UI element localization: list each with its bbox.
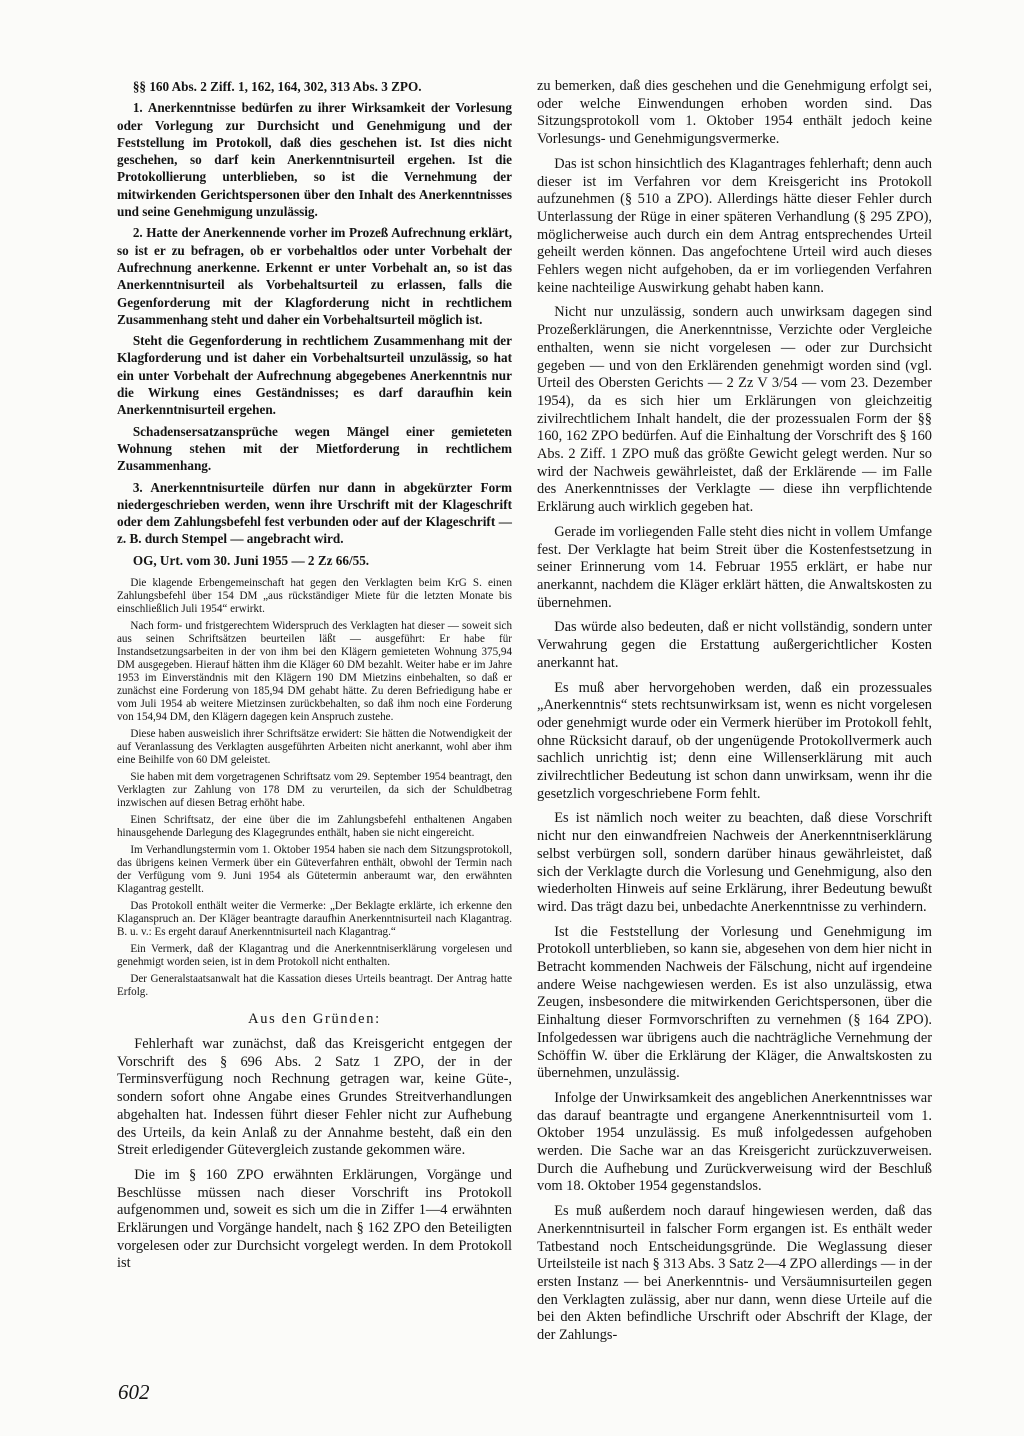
facts-paragraph: Im Verhandlungstermin vom 1. Oktober 1954 haben sie nach dem Sitzungsprotokoll, das übrigens keinen Vermerk über ein Güteverfahren enthält, obwohl der Termin nach der Verfügung vom 9. Juni 1954 als Gütetermin anberaumt war, den erwähnten Klagantrag gestellt.	[117, 844, 512, 896]
reasons-paragraph: Die im § 160 ZPO erwähnten Erklärungen, Vorgänge und Beschlüsse müssen nach dieser Vorschrift ins Protokoll aufgenommen und, soweit es sich um die in Ziffer 1—4 erwähnten Erklärungen und Vorgänge handelt, nach § 162 ZPO den Beteiligten vorgelesen oder zur Durchsicht vorgelegt werden. In dem Protokoll ist	[117, 1166, 512, 1272]
facts-paragraph: Diese haben ausweislich ihrer Schriftsätze erwidert: Sie hätten die Notwendigkeit der auf Veranlassung des Verklagten ausgeführten Arbeiten nicht anerkannt, wohl aber ihm eine Beihilfe von 60 DM geleistet.	[117, 728, 512, 767]
headnote-point: Schadensersatzansprüche wegen Mängel einer gemieteten Wohnung stehen mit der Mietforderung in rechtlichem Zusammenhang.	[117, 423, 512, 474]
page-number: 602	[118, 1380, 150, 1404]
facts-paragraph: Ein Vermerk, daß der Klagantrag und die Anerkenntniserklärung vorgelesen und genehmigt worden seien, ist in dem Protokoll nicht enthalten.	[117, 943, 512, 969]
decision-reference: OG, Urt. vom 30. Juni 1955 — 2 Zz 66/55.	[132, 552, 370, 568]
reasons-paragraph: Ist die Feststellung der Vorlesung und Genehmigung im Protokoll unterblieben, so kann sie, abgesehen von dem hier nicht in Betracht kommenden Nachweis der Fälschung, nicht auf irgendeine andere Weise nachgewiesen werden. Es ist also unzulässig, etwa Zeugen, insbesondere die mitwirkenden Gerichtspersonen, über die Einhaltung dieser Formvorschriften zu vernehmen (§ 164 ZPO). Infolgedessen war übrigens auch die nachträgliche Vernehmung der Schöffin W. über die Erklärung der Kläger, die Anwaltskosten zu übernehmen, unzulässig.	[537, 923, 932, 1082]
reasons-paragraph: Fehlerhaft war zunächst, daß das Kreisgericht entgegen der Vorschrift des § 696 Abs. 2 Satz 1 ZPO, der in der Terminsverfügung noch Rechnung getragen war, keine Güte-, sondern sofort ohne Angabe eines Grundes Streitverhandlungen abgehalten hat. Indessen führt dieser Fehler nicht zur Aufhebung des Urteils, da kein Anlaß zu der Annahme besteht, daß ein den Streit erledigender Gütevergleich zustande gekommen wäre.	[117, 1036, 512, 1159]
reasons-paragraph: Das ist schon hinsichtlich des Klagantrages fehlerhaft; denn auch dieser ist im Verfahren vor dem Kreisgericht ins Protokoll aufzunehmen (§ 510 a ZPO). Allerdings hätte dieser Fehler durch Unterlassung der Rüge in einer späteren Verhandlung (§ 295 ZPO), möglicherweise auch durch ein dem Antrag entsprechendes Urteil geheilt werden können. Das angefochtene Urteil wird auch dieses Fehlers wegen nicht aufgehoben, da er im vorliegenden Verfahren keine nachteilige Auswirkung gehabt haben kann.	[537, 155, 932, 296]
reasons-paragraph: Nicht nur unzulässig, sondern auch unwirksam dagegen sind Prozeßerklärungen, die Anerkenntnisse, Verzichte oder Vergleiche enthalten, wenn sie nicht vorgelesen — oder zur Durchsicht gegeben — und von den Erklärenden genehmigt worden sind (vgl. Urteil des Obersten Gerichts — 2 Zz V 3/54 — vom 23. Dezember 1954), da es sich hier um Erklärungen von gleichzeitig zivilrechtlichem Inhalt handelt, die der prozessualen Form der §§ 160, 162 ZPO bedürfen. Auf die Einhaltung der Vorschrift des § 160 Abs. 2 Ziff. 1 ZPO muß das größte Gewicht gelegt werden. Nur so wird der Nachweis gewährleistet, daß der Erklärende — im Falle des Anerkenntnisses der Verklagte — diese ihn verpflichtende Erklärung auch wirklich gegeben hat.	[537, 304, 932, 516]
reasons-paragraph: zu bemerken, daß dies geschehen und die Genehmigung erfolgt sei, oder welche Einwendungen erhoben worden sind. Das Sitzungsprotokoll vom 1. Oktober 1954 enthält jedoch keine Vorlesungs- und Genehmigungsvermerke.	[537, 78, 932, 148]
reasons-paragraph: Es muß außerdem noch darauf hingewiesen werden, daß das Anerkenntnisurteil in falscher Form ergangen ist. Es enthält weder Tatbestand noch Entscheidungsgründe. Die Weglassung dieser Urteilsteile ist nach § 313 Abs. 3 Satz 2—4 ZPO allerdings — in der ersten Instanz — bei Anerkenntnis- und Versäumnisurteilen gegen den Verklagten zulässig, aber nur dann, wenn diese Urteile auf die bei den Akten befindliche Urschrift oder Abschrift der Klage, der der Zahlungs-	[537, 1203, 932, 1344]
headnote-point: Steht die Gegenforderung in rechtlichem Zusammenhang mit der Klagforderung und ist daher ein Vorbehaltsurteil unzulässig, so hat ein unter Vorbehalt der Aufrechnung abgegebenes Anerkenntnis nur die Wirkung eines Geständnisses; es darf daraufhin kein Anerkenntnisurteil ergehen.	[117, 333, 512, 418]
headnote-point: 3. Anerkenntnisurteile dürfen nur dann in abgekürzter Form niedergeschrieben werden, wenn ihre Urschrift mit der Klageschrift oder dem Zahlungsbefehl fest verbunden oder auf der Klageschrift — z. B. durch Stempel — angebracht wird.	[117, 479, 512, 547]
facts-paragraph: Nach form- und fristgerechtem Widerspruch des Verklagten hat dieser — soweit sich aus seinen Schriftsätzen beurteilen läßt — ausgeführt: Er habe für Instandsetzungsarbeiten in der von ihm bei den Klägern gemieteten Wohnung 375,94 DM ausgegeben. Hierauf hätten ihm die Kläger 60 DM bezahlt. Weiter habe er im Jahre 1953 im Einverständnis mit den Klägern 190 DM Mietzins einbehalten, so daß er zunächst eine Forderung von 185,94 DM gehabt hätte. Zu deren Befriedigung habe er vom Juli 1954 ab weitere Mietzinsen zurückbehalten, so daß ihm noch eine Forderung von 154,94 DM, den Klägern dagegen kein Anspruch zustehe.	[117, 620, 512, 724]
facts-paragraph: Sie haben mit dem vorgetragenen Schriftsatz vom 29. September 1954 beantragt, den Verklagten zur Zahlung von 178 DM zu verurteilen, da sich der Schuldbetrag inzwischen auf diesen Betrag erhöht habe.	[117, 771, 512, 810]
facts-paragraph: Das Protokoll enthält weiter die Vermerke: „Der Beklagte erklärte, ich erkenne den Klaganspruch an. Der Kläger beantragte daraufhin Anerkenntnisurteil nach Klagantrag. B. u. v.: Es ergeht darauf Anerkenntnisurteil nach Klagantrag.“	[117, 900, 512, 939]
left-column	[117, 78, 512, 1280]
headnote-citation: §§ 160 Abs. 2 Ziff. 1, 162, 164, 302, 313 Abs. 3 ZPO.	[132, 79, 422, 94]
headnote-point: 2. Hatte der Anerkennende vorher im Prozeß Aufrechnung erklärt, so ist er zu befragen, ob er vorbehaltlos oder unter Vorbehalt der Aufrechnung anerkenne. Erkennt er unter Vorbehalt an, so ist das Anerkenntnisurteil als Vorbehaltsurteil zu erlassen, falls die Gegenforderung mit der Klagforderung nicht in rechtlichem Zusammenhang steht und daher ein Vorbehaltsurteil möglich ist.	[117, 225, 512, 327]
reasons-heading: Aus den Gründen:	[248, 1011, 381, 1028]
reasons-paragraph: Das würde also bedeuten, daß er nicht vollständig, sondern unter Verwahrung gegen die Erstattung außergerichtlicher Kosten anerkannt hat.	[537, 619, 932, 671]
reasons-paragraph: Infolge der Unwirksamkeit des angeblichen Anerkenntnisses war das darauf beantragte und ergangene Anerkenntnisurteil vom 1. Oktober 1954 unzulässig. Es muß infolgedessen aufgehoben werden. Die Sache war an das Kreisgericht zurückzuverweisen. Durch die Aufhebung und Zurückverweisung wird der Beschluß vom 18. Oktober 1954 gegenstandslos.	[537, 1089, 932, 1195]
reasons-paragraph: Es muß aber hervorgehoben werden, daß ein prozessuales „Anerkenntnis“ stets rechtsunwirksam ist, wenn es nicht vorgelesen oder genehmigt wurde oder ein Vermerk hierüber im Protokoll fehlt, ohne Rücksicht darauf, ob der ungenügende Protokollvermerk auch sachlich unrichtig ist; denn eine Willenserklärung mit auch zivilrechtlicher Bedeutung ist schon dann unwirksam, wenn ihr die gesetzlich vorgeschriebene Form fehlt.	[537, 679, 932, 802]
facts-paragraph: Der Generalstaatsanwalt hat die Kassation dieses Urteils beantragt. Der Antrag hatte Erfolg.	[117, 973, 512, 999]
reasons-paragraph: Es ist nämlich noch weiter zu beachten, daß diese Vorschrift nicht nur den einwandfreien Nachweis der Anerkenntniserklärung selbst verbürgen soll, sondern darüber hinaus gewährleistet, daß sich der Verklagte durch die Vorlesung und Genehmigung, also den wiederholten Hinweis auf seine Erklärung, ihrer Bedeutung bewußt wird. Das trägt dazu bei, unbedachte Anerkenntnisse zu verhindern.	[537, 810, 932, 915]
facts-paragraph: Die klagende Erbengemeinschaft hat gegen den Verklagten beim KrG S. einen Zahlungsbefehl über 154 DM „aus rückständiger Miete für die letzten Monate bis einschließlich Juli 1954“ erwirkt.	[117, 577, 512, 616]
headnote-point: 1. Anerkenntnisse bedürfen zu ihrer Wirksamkeit der Vorlesung oder Vorlegung zur Durchsicht und Genehmigung und der Feststellung im Protokoll, daß dies geschehen ist. Ist dies nicht geschehen, so darf kein Anerkenntnisurteil ergehen. Ist die Protokollierung unterblieben, so ist die Vernehmung der mitwirkenden Gerichtspersonen über den Inhalt des Anerkenntnisses und seine Genehmigung unzulässig.	[117, 100, 512, 220]
reasons-paragraph: Gerade im vorliegenden Falle steht dies nicht in vollem Umfange fest. Der Verklagte hat beim Streit über die Kostenfestsetzung in seiner Erinnerung vom 14. Februar 1955 erklärt, er habe nur anerkannt, nachdem die Kläger erklärt hätten, die Anwaltskosten zu übernehmen.	[537, 523, 932, 611]
right-column	[537, 78, 932, 1352]
facts-paragraph: Einen Schriftsatz, der eine über die im Zahlungsbefehl enthaltenen Angaben hinausgehende Darlegung des Klagegrundes enthält, haben sie nicht eingereicht.	[117, 814, 512, 840]
